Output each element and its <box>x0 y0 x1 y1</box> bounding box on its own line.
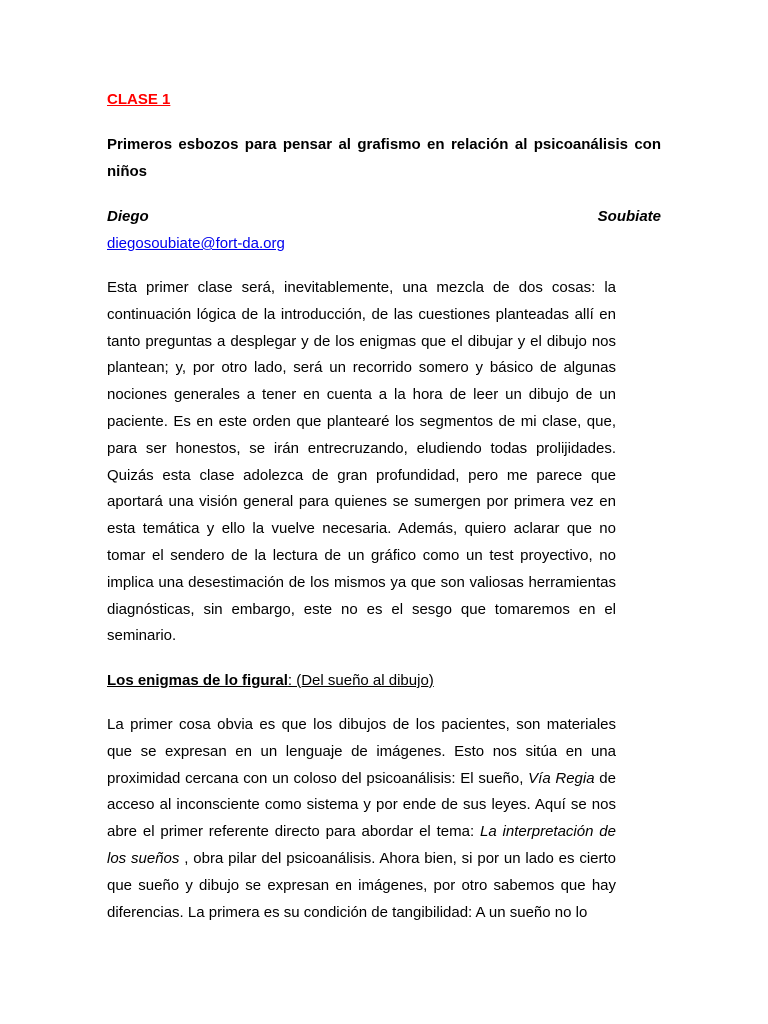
document-title: Primeros esbozos para pensar al grafismo en relación al psicoanálisis con niños <box>107 136 661 180</box>
section-paragraph <box>107 712 616 926</box>
section-paragraph-text-1: La primer cosa obvia es que los dibujos de los pacientes, son materiales que se expresan en un lenguaje de imágenes. Esto nos sitúa en una proximidad cercana con un coloso del psicoanálisis: El sueño, <box>107 716 616 787</box>
section-heading <box>107 670 434 692</box>
section-paragraph-text-2: de acceso al inconsciente como sistema y por ende de sus leyes. Aquí se nos abre el primer referente directo para abordar el tema: <box>107 769 616 841</box>
author-email-link[interactable]: diegosoubiate@fort-da.org <box>107 235 285 252</box>
author-last-name: Soubiate <box>597 208 661 225</box>
class-label: CLASE 1 <box>107 91 171 108</box>
section-paragraph-italic-2: La interpretación de los sueños <box>107 823 616 867</box>
author-first-name: Diego <box>107 208 149 225</box>
section-paragraph-text-3: , obra pilar del psicoanálisis. Ahora bien, si por un lado es cierto que sueño y dibujo se expresan en imágenes, por otro sabemos que hay diferencias. La primera es su condición de tangibilidad: A un sueño no lo <box>107 849 616 921</box>
author-line <box>107 206 661 228</box>
section-heading-bold: Los enigmas de lo figural <box>107 672 288 689</box>
intro-paragraph: Esta primer clase será, inevitablemente, una mezcla de dos cosas: la continuación lógica de la introducción, de las cuestiones planteadas allí en tanto preguntas a desplegar y de los enigmas que el dibujar y el dibujo nos plantean; y, por otro lado, será un recorrido somero y básico de algunas nociones generales a tener en cuenta a la hora de leer un dibujo de un paciente. Es en este orden que plantearé los segmentos de mi clase, que, para ser honestos, se irán entrecruzando, eludiendo todas prolijidades. Quizás esta clase adolezca de gran profundidad, pero me parece que aportará una visión general para quienes se sumergen por primera vez en esta temática y ello la vuelve necesaria. Además, quiero aclarar que no tomar el sendero de la lectura de un gráfico como un test proyectivo, no implica una desestimación de los mismos ya que son valiosas herramientas diagnósticas, sin embargo, este no es el sesgo que tomaremos en el seminario. <box>107 279 616 645</box>
section-heading-subtitle: : (Del sueño al dibujo) <box>287 672 434 689</box>
section-paragraph-italic-1: Vía Regia <box>528 769 595 787</box>
